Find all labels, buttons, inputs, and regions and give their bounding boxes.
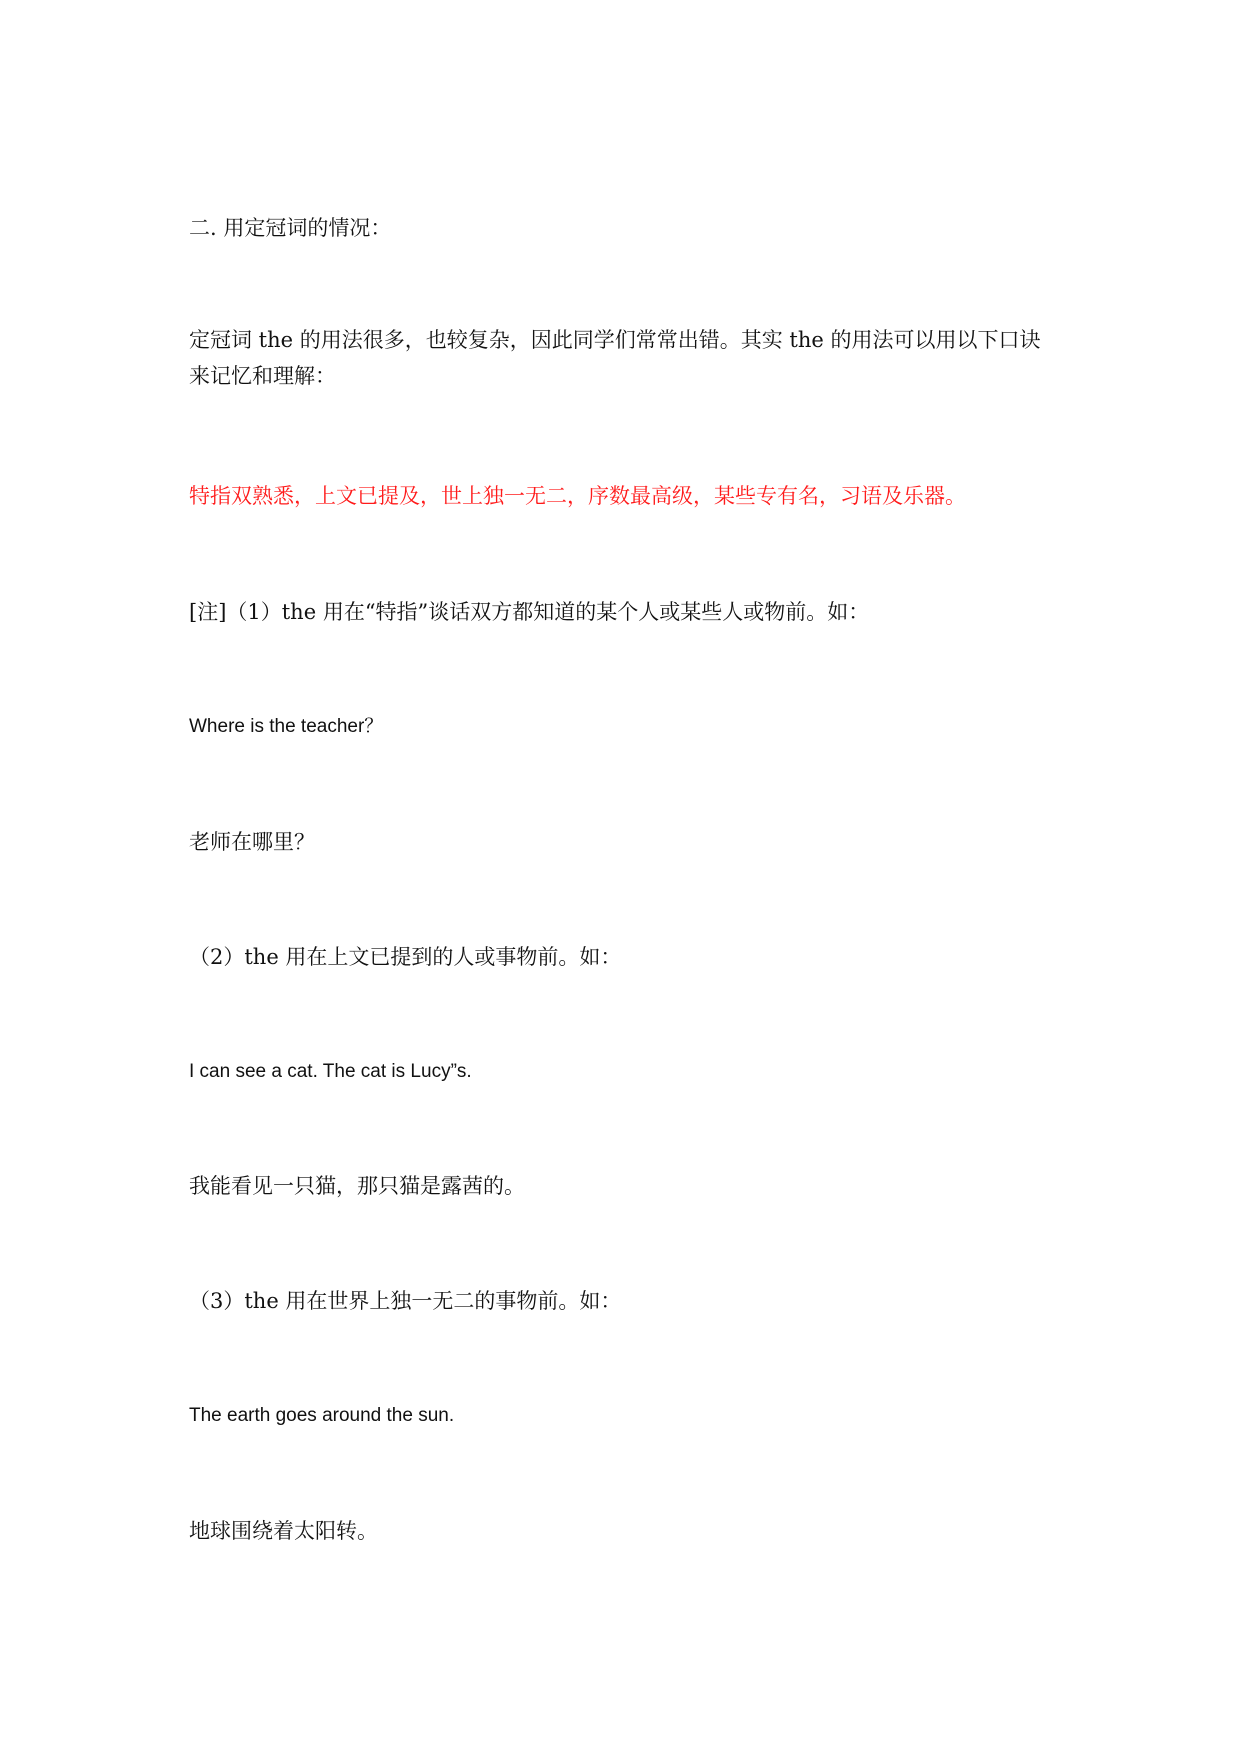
example-1-english: Where is the teacher？: [189, 716, 384, 737]
intro-paragraph-line-2: 来记忆和理解：: [189, 364, 336, 388]
section-heading: 二. 用定冠词的情况：: [189, 216, 392, 240]
mnemonic-rhyme: 特指双熟悉，上文已提及，世上独一无二，序数最高级，某些专有名，习语及乐器。: [189, 484, 966, 508]
example-2-english: I can see a cat. The cat is Lucy”s.: [189, 1061, 472, 1082]
example-3-english: The earth goes around the sun.: [189, 1405, 455, 1426]
example-1-chinese: 老师在哪里？: [189, 830, 315, 854]
example-3-chinese: 地球围绕着太阳转。: [189, 1519, 378, 1543]
example-2-chinese: 我能看见一只猫，那只猫是露茜的。: [189, 1174, 525, 1198]
note-1: [注]（1）the 用在“特指”谈话双方都知道的某个人或某些人或物前。如：: [189, 600, 870, 624]
intro-paragraph-line-1: 定冠词 the 的用法很多，也较复杂，因此同学们常常出错。其实 the 的用法可以用以下口诀: [189, 328, 1041, 352]
note-3: （3）the 用在世界上独一无二的事物前。如：: [189, 1289, 622, 1313]
note-2: （2）the 用在上文已提到的人或事物前。如：: [189, 945, 622, 969]
